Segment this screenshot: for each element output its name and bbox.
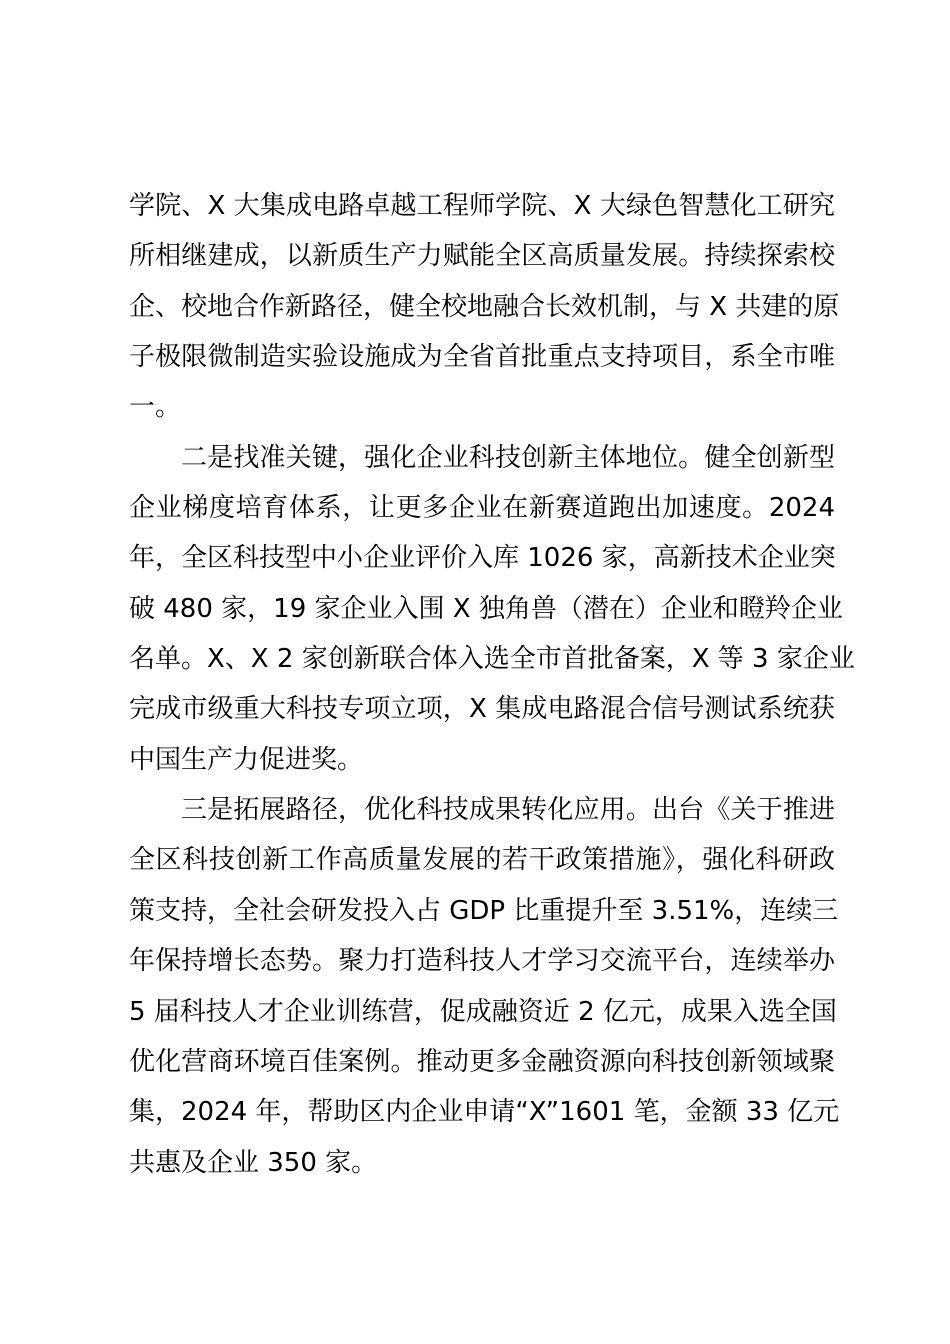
text-line: 年，全区科技型中小企业评价入库 1026 家，高新技术企业突: [129, 543, 836, 574]
text-line: 子极限微制造实验设施成为全省首批重点支持项目，系全市唯: [129, 342, 835, 373]
text-line: 企、校地合作新路径，健全校地融合长效机制，与 X 共建的原: [129, 291, 840, 322]
text-line: 学院、X 大集成电路卓越工程师学院、X 大绿色智慧化工研究: [129, 191, 835, 221]
text-line: 企业梯度培育体系，让更多企业在新赛道跑出加速度。2024: [129, 493, 835, 524]
body-text: [129, 181, 855, 1188]
text-line: 全区科技创新工作高质量发展的若干政策措施》，强化科研政: [129, 845, 835, 876]
text-line: 5 届科技人才企业训练营，促成融资近 2 亿元，成果入选全国: [129, 996, 837, 1027]
paragraph-end-line: 中国生产力促进奖。: [129, 744, 364, 775]
text-line: 集，2024 年，帮助区内企业申请“X”1601 笔，金额 33 亿元: [129, 1097, 840, 1128]
paragraph-end-line: 一。: [129, 392, 182, 423]
text-line: 完成市级重大科技专项立项，X 集成电路混合信号测试系统获: [129, 694, 835, 725]
text-line: 所相继建成，以新质生产力赋能全区高质量发展。持续探索校: [129, 241, 835, 272]
text-line: 优化营商环境百佳案例。推动更多金融资源向科技创新领域聚: [129, 1046, 835, 1077]
paragraph-end-line: 共惠及企业 350 家。: [129, 1147, 378, 1178]
text-line: 策支持，全社会研发投入占 GDP 比重提升至 3.51%，连续三: [129, 895, 839, 926]
text-line: 年保持增长态势。聚力打造科技人才学习交流平台，连续举办: [129, 946, 835, 977]
paragraph-first-line: 三是拓展路径，优化科技成果转化应用。出台《关于推进: [181, 795, 835, 826]
text-line: 破 480 家，19 家企业入围 X 独角兽（潜在）企业和瞪羚企业: [129, 593, 843, 624]
text-line: 名单。X、X 2 家创新联合体入选全市首批备案，X 等 3 家企业: [129, 644, 855, 675]
paragraph-first-line: 二是找准关键，强化企业科技创新主体地位。健全创新型: [181, 442, 835, 473]
